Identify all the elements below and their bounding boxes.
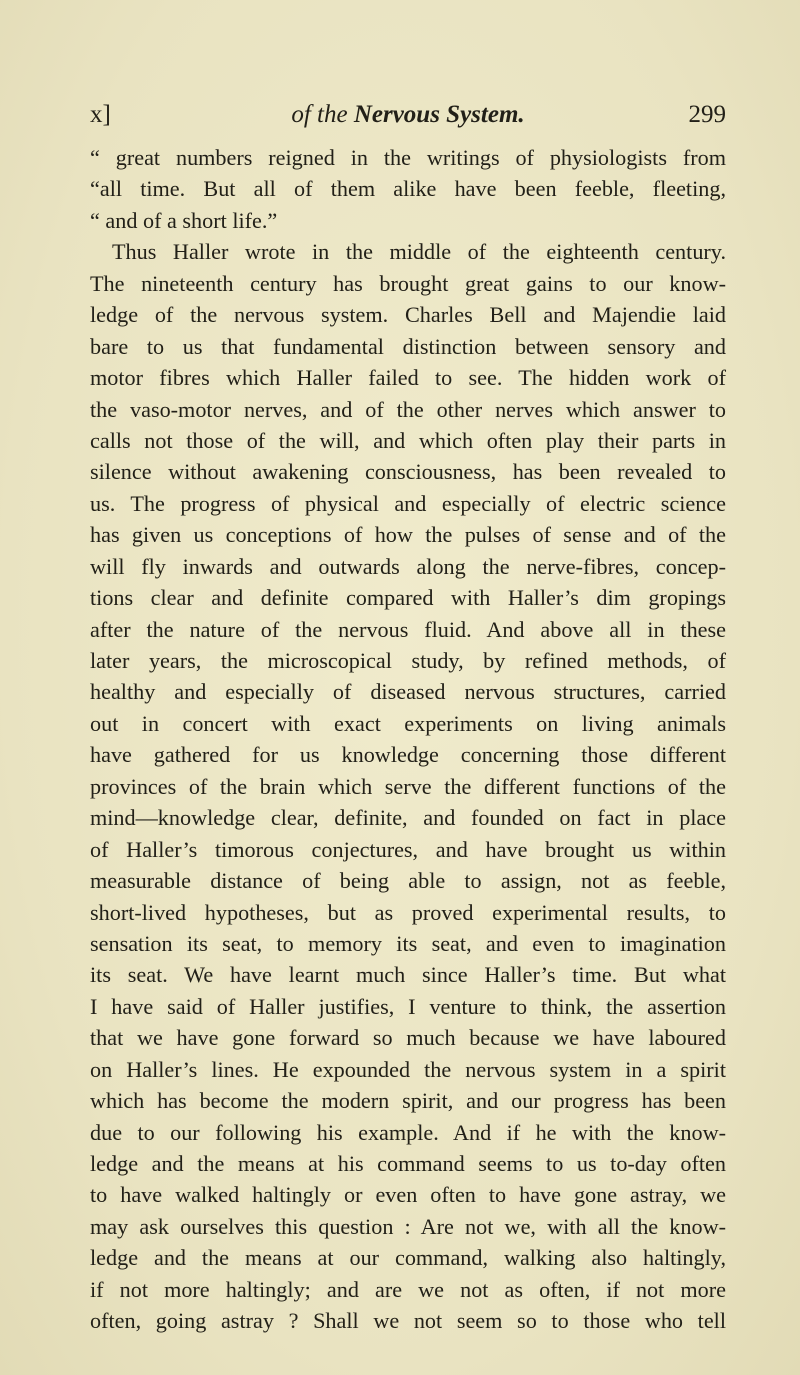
text-line: healthy and especially of diseased nervous structures, carried bbox=[90, 679, 726, 705]
text-line: to have walked haltingly or even often to have gone astray, we bbox=[90, 1182, 726, 1208]
text-line: “ great numbers reigned in the writings of physiologists from bbox=[90, 145, 726, 170]
text-line: has given us conceptions of how the pulses of sense and of the bbox=[90, 522, 726, 548]
text-line: provinces of the brain which serve the different functions of the bbox=[90, 773, 726, 799]
text-line: measurable distance of being able to assign, not as feeble, bbox=[90, 868, 726, 894]
text-line: bare to us that fundamental distinction between sensory and bbox=[90, 333, 726, 359]
text-line: if not more haltingly; and are we not as often, if not more bbox=[90, 1276, 726, 1302]
text-line: have gathered for us knowledge concerning those different bbox=[90, 742, 726, 768]
text-line: us. The progress of physical and especially of electric science bbox=[90, 490, 726, 516]
text-line: ledge and the means at his command seems to us to-day often bbox=[90, 1151, 726, 1176]
text-line: out in concert with exact experiments on living animals bbox=[90, 710, 726, 736]
text-line: later years, the microscopical study, by refined methods, of bbox=[90, 648, 726, 673]
text-line: on Haller’s lines. He expounded the nervous system in a spirit bbox=[90, 1056, 726, 1082]
text-line: motor fibres which Haller failed to see. The hidden work of bbox=[90, 365, 726, 391]
text-line: sensation its seat, to memory its seat, and even to imagination bbox=[90, 930, 726, 956]
text-line: will fly inwards and outwards along the nerve-fibres, concep- bbox=[90, 553, 726, 579]
running-title-main: Nervous System. bbox=[353, 101, 525, 128]
running-title bbox=[90, 101, 726, 129]
text-line: calls not those of the will, and which often play their parts in bbox=[90, 427, 726, 453]
text-line: due to our following his example. And if he with the know- bbox=[90, 1119, 726, 1145]
text-line: “all time. But all of them alike have been feeble, fleeting, bbox=[90, 176, 726, 202]
text-line: ledge of the nervous system. Charles Bell and Majendie laid bbox=[90, 302, 726, 328]
text-line: the vaso-motor nerves, and of the other nerves which answer to bbox=[90, 396, 726, 422]
text-line: of Haller’s timorous conjectures, and have brought us within bbox=[90, 836, 726, 862]
running-title-prefix: of the bbox=[291, 101, 354, 128]
running-header bbox=[90, 101, 726, 141]
text-line: I have said of Haller justifies, I venture to think, the assertion bbox=[90, 993, 726, 1019]
text-line: may ask ourselves this question : Are not we, with all the know- bbox=[90, 1213, 726, 1239]
text-line: silence without awakening consciousness, has been revealed to bbox=[90, 459, 726, 485]
text-line: its seat. We have learnt much since Haller’s time. But what bbox=[90, 962, 726, 988]
text-line: that we have gone forward so much because we have laboured bbox=[90, 1025, 726, 1051]
text-line: often, going astray ? Shall we not seem so to those who tell bbox=[90, 1308, 726, 1334]
page-number: 299 bbox=[688, 101, 726, 128]
text-line: tions clear and definite compared with Haller’s dim gropings bbox=[90, 585, 726, 611]
text-line: mind—knowledge clear, definite, and founded on fact in place bbox=[90, 805, 726, 831]
text-line: after the nature of the nervous fluid. And above all in these bbox=[90, 616, 726, 642]
text-line: “ and of a short life.” bbox=[90, 207, 278, 233]
body-text bbox=[90, 142, 726, 1337]
text-line: The nineteenth century has brought great gains to our know- bbox=[90, 270, 726, 296]
text-line: ledge and the means at our command, walking also haltingly, bbox=[90, 1245, 726, 1271]
text-line: Thus Haller wrote in the middle of the eighteenth century. bbox=[112, 239, 726, 265]
text-line: short-lived hypotheses, but as proved experimental results, to bbox=[90, 899, 726, 925]
chapter-marker: x] bbox=[90, 101, 111, 128]
text-line: which has become the modern spirit, and our progress has been bbox=[90, 1088, 726, 1114]
